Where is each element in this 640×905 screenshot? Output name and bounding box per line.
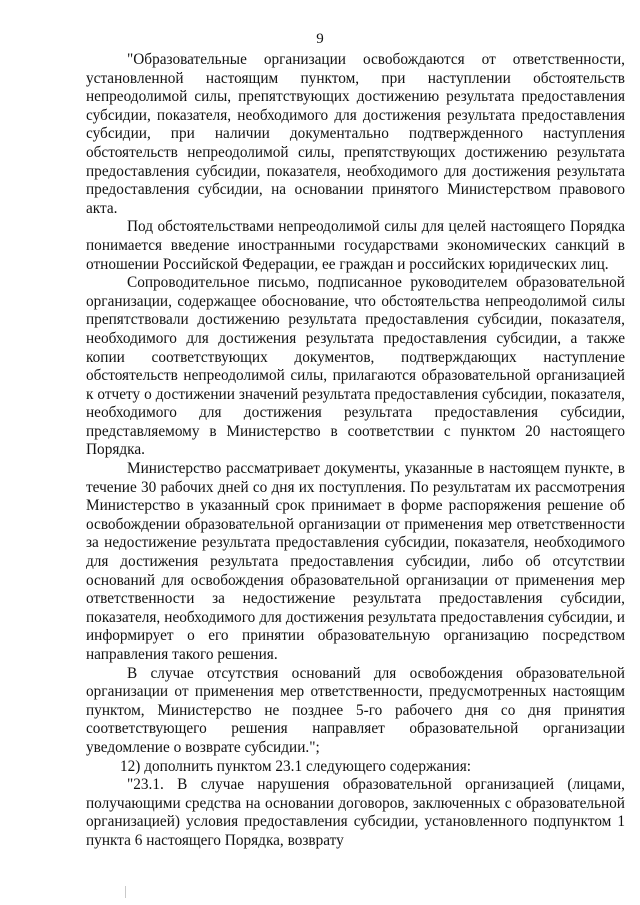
page-number: 9 (316, 31, 324, 47)
paragraph-item-12: 12) дополнить пунктом 23.1 следующего содержания: (120, 757, 471, 775)
paragraph-force-majeure-exemption: "Образовательные организации освобождаются от ответственности, установленной настоящим пунктом, при наступлении обстоятельств непреодолимой силы, препятствующих достижению результата предоставления субсидии, показателя, необходимого для достижения результата предоставления субсидии, при наличии документально подтвержденного наступления обстоятельств непреодолимой силы, препятствующих достижению результата предоставления субсидии, показателя, необходимого для достижения результата предоставления субсидии, на основании принятого Министерством правового акта. (86, 51, 625, 217)
paragraph-cover-letter: Сопроводительное письмо, подписанное руководителем образовательной организации, содержащее обоснование, что обстоятельства непреодолимой силы препятствовали достижению результата предоставления субсидии, показателя, необходимого для достижения результата предоставления субсидии, а также копии соответствующих документов, подтверждающих наступление обстоятельств непреодолимой силы, прилагаются образовательной организацией к отчету о достижении значений результата предоставления субсидии, показателя, необходимого для достижения результата предоставления субсидии, представляемому в Министерство в соответствии с пунктом 20 настоящего Порядка. (86, 274, 625, 459)
scan-artifact-mark (125, 886, 126, 898)
paragraph-no-grounds: В случае отсутствия оснований для освобождения образовательной организации от применения мер ответственности, предусмотренных настоящим пунктом, Министерство не позднее 5-го рабочего дня со дня принятия соответствующего решения направляет образовательной организации уведомление о возврате субсидии."; (86, 664, 625, 756)
paragraph-clause-23-1: "23.1. В случае нарушения образовательной организацией (лицами, получающими средства на основании договоров, заключенных с образовательной организацией) условия предоставления субсидии, установленного подпунктом 1 пункта 6 настоящего Порядка, возврату (86, 776, 625, 849)
paragraph-force-majeure-definition: Под обстоятельствами непреодолимой силы для целей настоящего Порядка понимается введение иностранными государствами экономических санкций в отношении Российской Федерации, ее граждан и российских юридических лиц. (86, 218, 625, 273)
paragraph-ministry-review: Министерство рассматривает документы, указанные в настоящем пункте, в течение 30 рабочих дней со дня их поступления. По результатам их рассмотрения Министерство в указанный срок принимает в форме распоряжения решение об освобождении образовательной организации от применения мер ответственности за недостижение результата предоставления субсидии, показателя, необходимого для достижения результата предоставления субсидии, либо об отсутствии оснований для освобождения образовательной организации от применения мер ответственности за недостижение результата предоставления субсидии, показателя, необходимого для достижения результата предоставления субсидии, и информирует о его принятии образовательную организацию посредством направления такого решения. (86, 460, 625, 663)
document-body (86, 51, 625, 851)
